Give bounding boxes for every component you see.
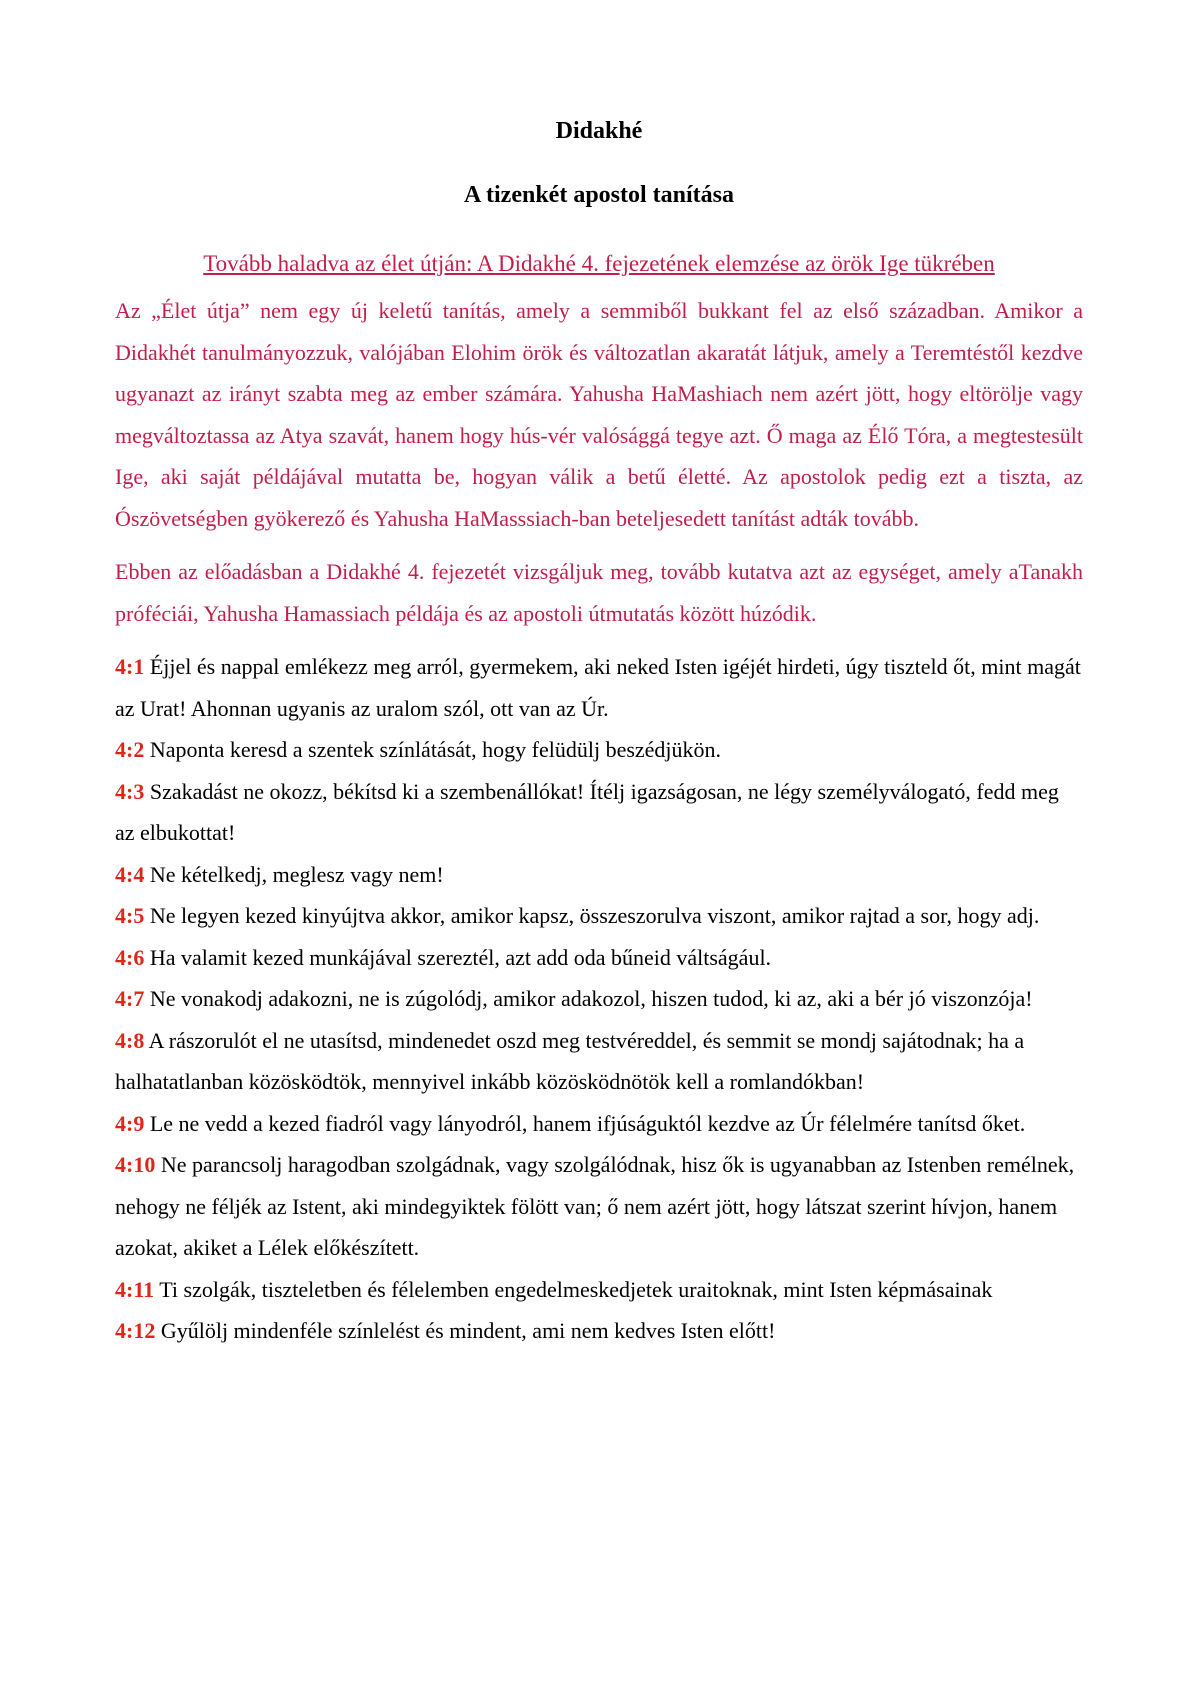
verse-text: Le ne vedd a kezed fiadról vagy lányodról, hanem ifjúságuktól kezdve az Úr félelmére tanítsd őket. (149, 1110, 1026, 1136)
verse-text: Ne parancsolj haragodban szolgádnak, vagy szolgálódnak, hisz ők is ugyanabban az Istenben remélnek, nehogy ne féljék az Istent, aki mindegyiktek fölött van; ő nem azért jött, hogy látszat szerint hívjon, hanem azokat, akiket a Lélek előkészített. (115, 1152, 1075, 1260)
verse-ref: 4:6 (115, 944, 145, 970)
verse (115, 1269, 1083, 1311)
document-title: Didakhé (555, 118, 643, 144)
section-heading: Tovább haladva az élet útján: A Didakhé 4. fejezetének elemzése az örök Ige tükrében (203, 251, 995, 276)
verse-ref: 4:2 (115, 737, 145, 762)
verse-ref: 4:1 (115, 654, 145, 679)
verse (115, 1020, 1083, 1103)
verse-text: Szakadást ne okozz, békítsd ki a szembenállókat! Ítélj igazságosan, ne légy személyválogató, fedd meg az elbukottat! (115, 778, 1059, 845)
verse-ref: 4:12 (115, 1318, 156, 1343)
verse (115, 937, 1083, 979)
verse-ref: 4:8 (115, 1027, 145, 1053)
verse (115, 1144, 1083, 1269)
verse-ref: 4:11 (115, 1276, 155, 1302)
verse (115, 771, 1083, 854)
verse-ref: 4:7 (115, 986, 145, 1011)
verse-ref: 4:4 (115, 861, 145, 887)
verse-text: Gyűlölj mindenféle színlelést és mindent, ami nem kedves Isten előtt! (160, 1318, 776, 1343)
verse-text: Ne kételkedj, meglesz vagy nem! (149, 861, 444, 887)
document-subtitle: A tizenkét apostol tanítása (464, 182, 734, 208)
document-page (115, 110, 1083, 1352)
verse (115, 646, 1083, 729)
verse (115, 1310, 1083, 1352)
verse (115, 978, 1083, 1020)
intro-paragraph: Ebben az előadásban a Didakhé 4. fejezetét vizsgáljuk meg, tovább kutatva azt az egységet, amely aTanakh próféciái, Yahusha Hamassiach példája és az apostoli útmutatás között húzódik. (115, 559, 1083, 626)
verse (115, 854, 1083, 896)
verse-ref: 4:10 (115, 1152, 156, 1177)
verse-ref: 4:3 (115, 778, 145, 804)
verse-text: Naponta keresd a szentek színlátását, hogy felüdülj beszédjükön. (149, 737, 722, 762)
intro-paragraph: Az „Élet útja” nem egy új keletű tanítás, amely a semmiből bukkant fel az első században. Amikor a Didakhét tanulmányozzuk, valójában Elohim örök és változatlan akaratát látjuk, amely a Teremtéstől kezdve ugyanazt az irányt szabta meg az ember számára. Yahusha HaMashiach nem azért jött, hogy eltörölje vagy megváltoztassa az Atya szavát, hanem hogy hús-vér valósággá tegye azt. Ő maga az Élő Tóra, a megtestesült Ige, aki saját példájával mutatta be, hogyan válik a betű életté. Az apostolok pedig ezt a tiszta, az Ószövetségben gyökerező és Yahusha HaMasssiach-ban beteljesedett tanítást adták tovább. (115, 298, 1083, 531)
verse-text: Ne vonakodj adakozni, ne is zúgolódj, amikor adakozol, hiszen tudod, ki az, aki a bér jó viszonzója! (149, 986, 1033, 1011)
verse-list (115, 646, 1083, 1352)
verse-text: Éjjel és nappal emlékezz meg arról, gyermekem, aki neked Isten igéjét hirdeti, úgy tiszteld őt, mint magát az Urat! Ahonnan ugyanis az uralom szól, ott van az Úr. (115, 654, 1081, 721)
verse-text: Ne legyen kezed kinyújtva akkor, amikor kapsz, összeszorulva viszont, amikor rajtad a sor, hogy adj. (149, 903, 1040, 928)
verse-ref: 4:9 (115, 1110, 145, 1136)
verse (115, 1103, 1083, 1145)
verse (115, 895, 1083, 937)
verse-text: A rászorulót el ne utasítsd, mindenedet oszd meg testvéreddel, és semmit se mondj sajátodnak; ha a halhatatlanban közösködtök, mennyivel inkább közösködnötök kell a romlandókban! (115, 1027, 1025, 1094)
verse-ref: 4:5 (115, 903, 145, 928)
verse-text: Ti szolgák, tiszteletben és félelemben engedelmeskedjetek uraitoknak, mint Isten képmásainak (159, 1276, 993, 1302)
verse (115, 729, 1083, 771)
verse-text: Ha valamit kezed munkájával szereztél, azt add oda bűneid váltságául. (149, 944, 772, 970)
